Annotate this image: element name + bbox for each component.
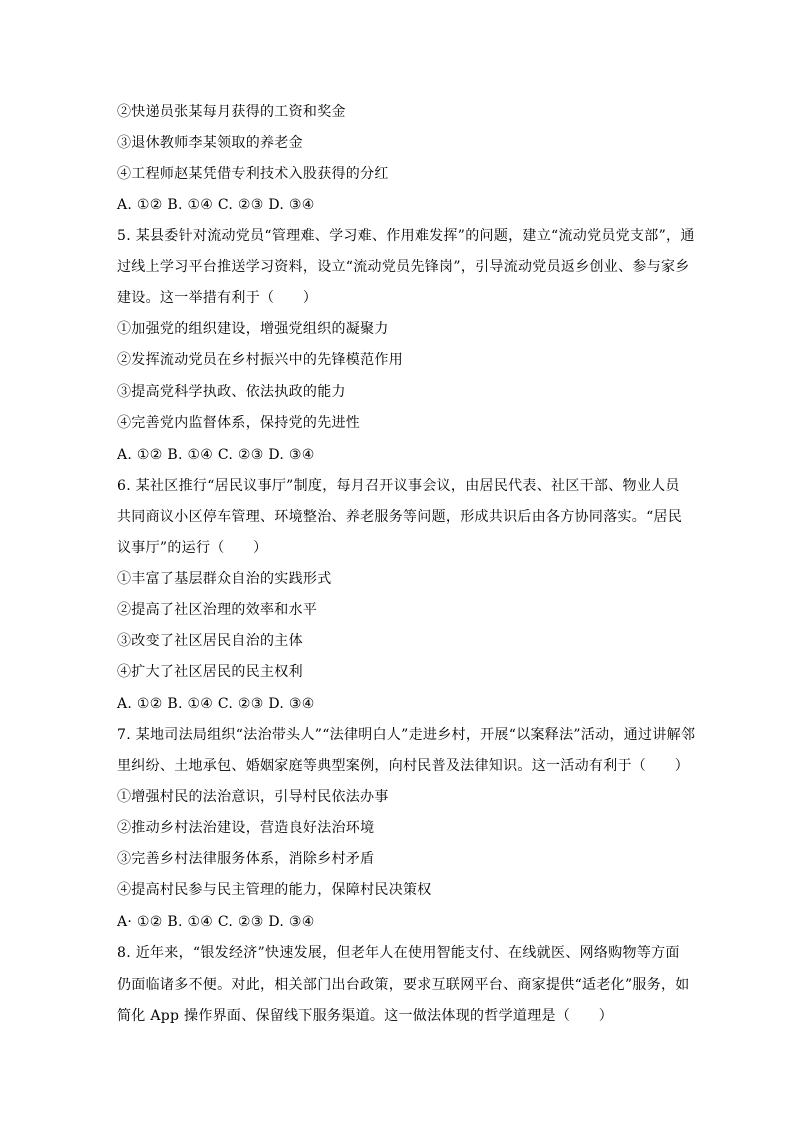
question-6-line-1: 6. 某社区推行“居民议事厅”制度，每月召开议事会议，由居民代表、社区干部、物业人员	[117, 478, 680, 494]
option-2-text: ②快递员张某每月获得的工资和奖金	[117, 104, 346, 120]
question-8-line-1: 8. 近年来，“银发经济”快速发展，但老年人在使用智能支付、在线就医、网络购物等方面	[117, 945, 680, 961]
question-7-line-2: 里纠纷、土地承包、婚姻家庭等典型案例，向村民普及法律知识。这一活动有利于（ ）	[117, 758, 689, 774]
q6-option-1: ①丰富了基层群众自治的实践形式	[117, 571, 332, 587]
question-8-line-3: 简化 App 操作界面、保留线下服务渠道。这一做法体现的哲学道理是（ ）	[117, 1008, 614, 1024]
q7-option-4: ④提高村民参与民主管理的能力，保障村民决策权	[117, 882, 432, 898]
q7-option-1: ①增强村民的法治意识，引导村民依法办事	[117, 789, 389, 805]
answer-choices-q6: A. ①② B. ①④ C. ②③ D. ③④	[117, 696, 315, 712]
question-5-line-3: 建设。这一举措有利于（ ）	[117, 290, 318, 306]
question-5-line-2: 过线上学习平台推送学习资料，设立“流动党员先锋岗”，引导流动党员返乡创业、参与家乡	[117, 259, 690, 275]
question-6-line-2: 共同商议小区停车管理、环境整治、养老服务等问题，形成共识后由各方协同落实。“居民	[117, 509, 683, 525]
question-8-line-2: 仍面临诸多不便。对此，相关部门出台政策，要求互联网平台、商家提供“适老化”服务，如	[117, 977, 690, 993]
question-5-line-1: 5. 某县委针对流动党员“管理难、学习难、作用难发挥”的问题，建立“流动党员党支部”，通	[117, 228, 695, 244]
q5-option-1: ①加强党的组织建设，增强党组织的凝聚力	[117, 321, 389, 337]
answer-choices-q7: A· ①② B. ①④ C. ②③ D. ③④	[117, 914, 315, 930]
q5-option-4: ④完善党内监督体系，保持党的先进性	[117, 415, 361, 431]
q6-option-2: ②提高了社区治理的效率和水平	[117, 602, 318, 618]
q6-option-4: ④扩大了社区居民的民主权利	[117, 664, 303, 680]
answer-choices-q4: A. ①② B. ①④ C. ②③ D. ③④	[117, 197, 315, 213]
option-3-text: ③退休教师李某领取的养老金	[117, 135, 303, 151]
q7-option-3: ③完善乡村法律服务体系，消除乡村矛盾	[117, 851, 375, 867]
question-7-line-1: 7. 某地司法局组织“法治带头人”“法律明白人”走进乡村，开展“以案释法”活动，通过讲解邻	[117, 727, 696, 743]
q5-option-3: ③提高党科学执政、依法执政的能力	[117, 384, 346, 400]
option-4-text: ④工程师赵某凭借专利技术入股获得的分红	[117, 166, 389, 182]
question-6-line-3: 议事厅”的运行（ ）	[117, 540, 268, 556]
q5-option-2: ②发挥流动党员在乡村振兴中的先锋模范作用	[117, 352, 403, 368]
q6-option-3: ③改变了社区居民自治的主体	[117, 633, 303, 649]
q7-option-2: ②推动乡村法治建设，营造良好法治环境	[117, 820, 375, 836]
answer-choices-q5: A. ①② B. ①④ C. ②③ D. ③④	[117, 447, 315, 463]
